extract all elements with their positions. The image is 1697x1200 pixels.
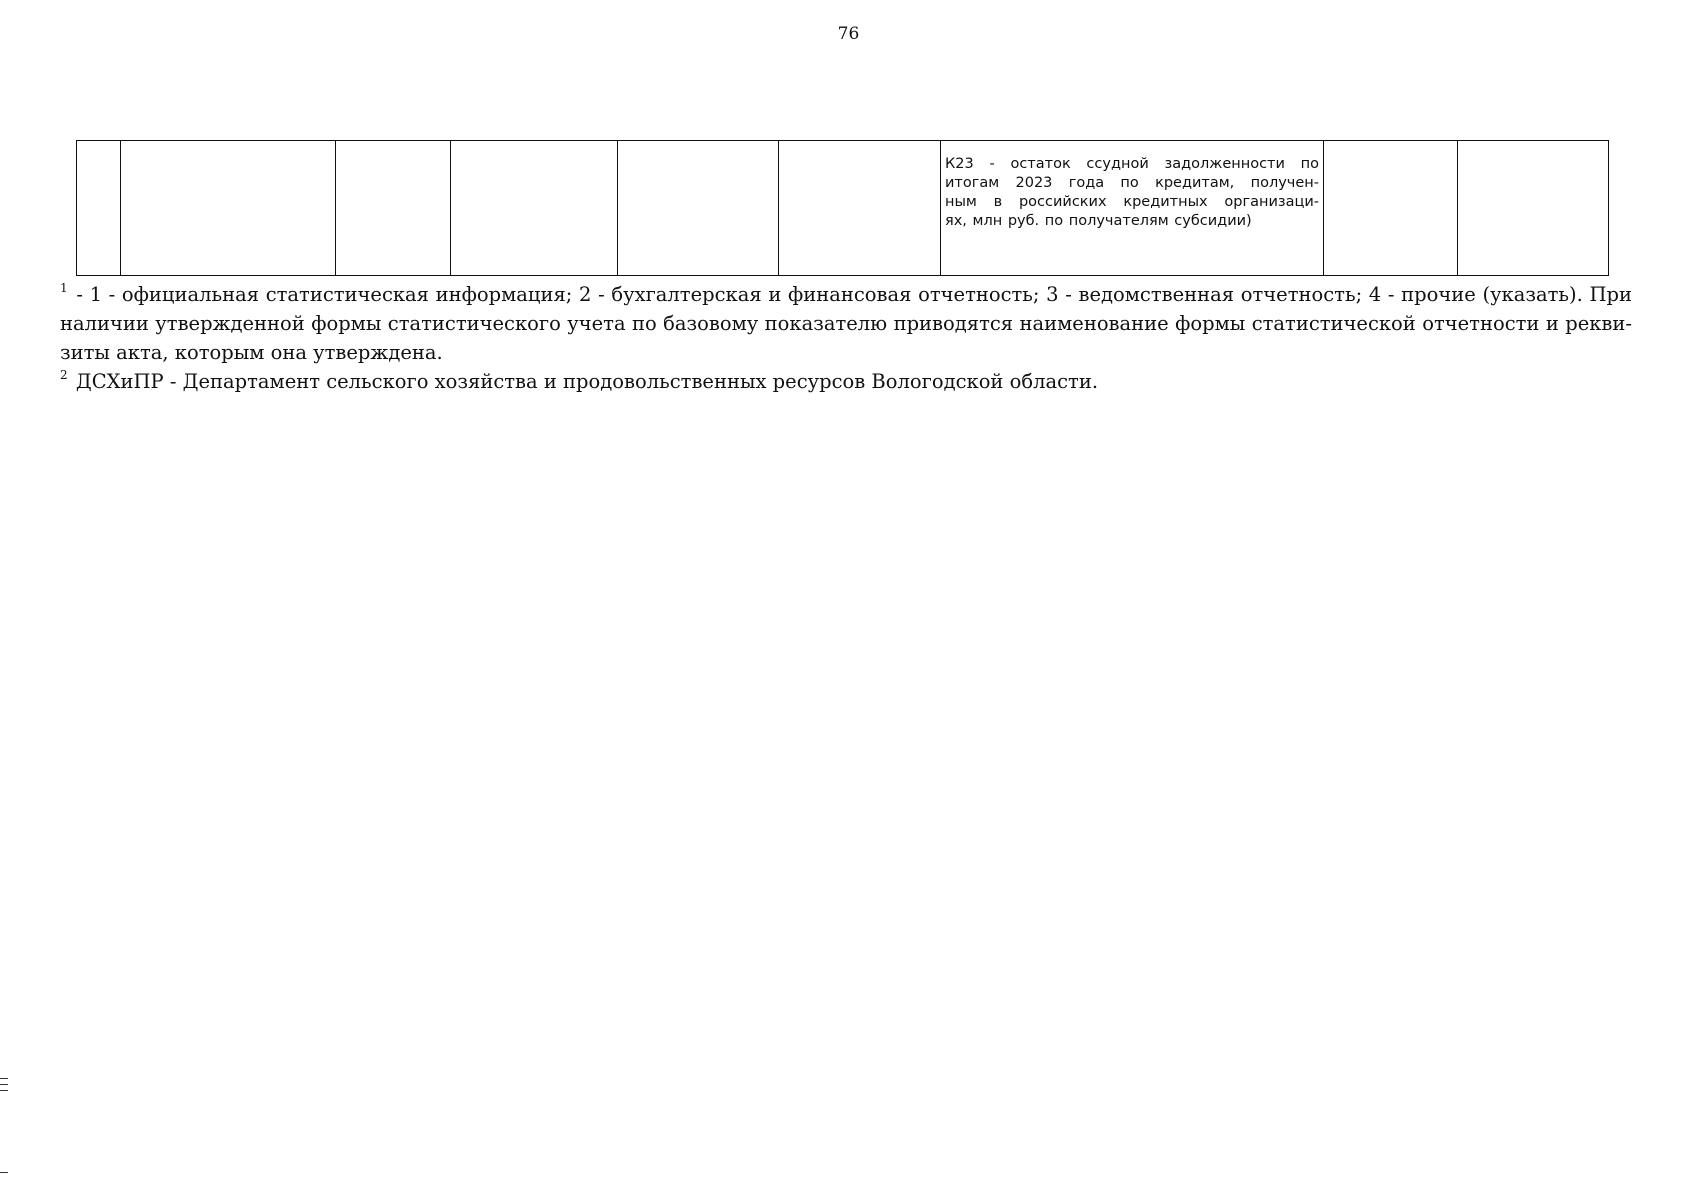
footnote-1 bbox=[60, 280, 1632, 367]
table-cell-empty bbox=[779, 141, 941, 276]
table-cell-empty bbox=[121, 141, 336, 276]
footnote-marker: 2 bbox=[60, 368, 68, 382]
indicator-table bbox=[76, 140, 1609, 276]
cell-text-line: итогам 2023 года по кредитам, получен- bbox=[945, 175, 1319, 191]
cell-text-line: К23 - остаток ссудной задолженности по bbox=[945, 156, 1319, 172]
table-cell-empty bbox=[618, 141, 779, 276]
footnote-text: ДСХиПР - Департамент сельского хозяйства и продовольственных ресурсов Вологодской области. bbox=[75, 370, 1099, 393]
footnote-marker: 1 bbox=[60, 281, 68, 295]
table-cell-empty bbox=[451, 141, 618, 276]
scan-margin-mark bbox=[0, 1078, 8, 1079]
footnote-2 bbox=[60, 367, 1632, 396]
cell-formula-text bbox=[941, 141, 1323, 231]
footnote-line bbox=[60, 280, 1632, 309]
footnote-line: наличии утвержденной формы статистического учета по базовому показателю приводятся наименование формы статистической отчетности и рекви- bbox=[60, 312, 1632, 335]
footnote-line: зиты акта, которым она утверждена. bbox=[60, 341, 443, 364]
scan-margin-mark bbox=[0, 1172, 8, 1173]
table-cell-empty bbox=[1324, 141, 1458, 276]
table-cell-empty bbox=[336, 141, 451, 276]
table-cell-empty bbox=[1458, 141, 1609, 276]
cell-text-line: ным в российских кредитных организаци- bbox=[945, 194, 1319, 210]
footnote-text: - 1 - официальная статистическая информация; 2 - бухгалтерская и финансовая отчетность; 3 - ведомственная отчетность; 4 - прочие (указать). При bbox=[76, 283, 1632, 306]
cell-text-line: ях, млн руб. по получателям субсидии) bbox=[945, 213, 1252, 229]
footnote-line bbox=[60, 367, 1632, 396]
table-cell-empty bbox=[77, 141, 121, 276]
scan-margin-mark bbox=[0, 1090, 8, 1091]
page-number: 76 bbox=[837, 24, 860, 44]
footnotes bbox=[60, 280, 1632, 396]
table-row bbox=[77, 141, 1609, 276]
scan-margin-mark bbox=[0, 1084, 8, 1085]
table-cell-formula bbox=[941, 141, 1324, 276]
